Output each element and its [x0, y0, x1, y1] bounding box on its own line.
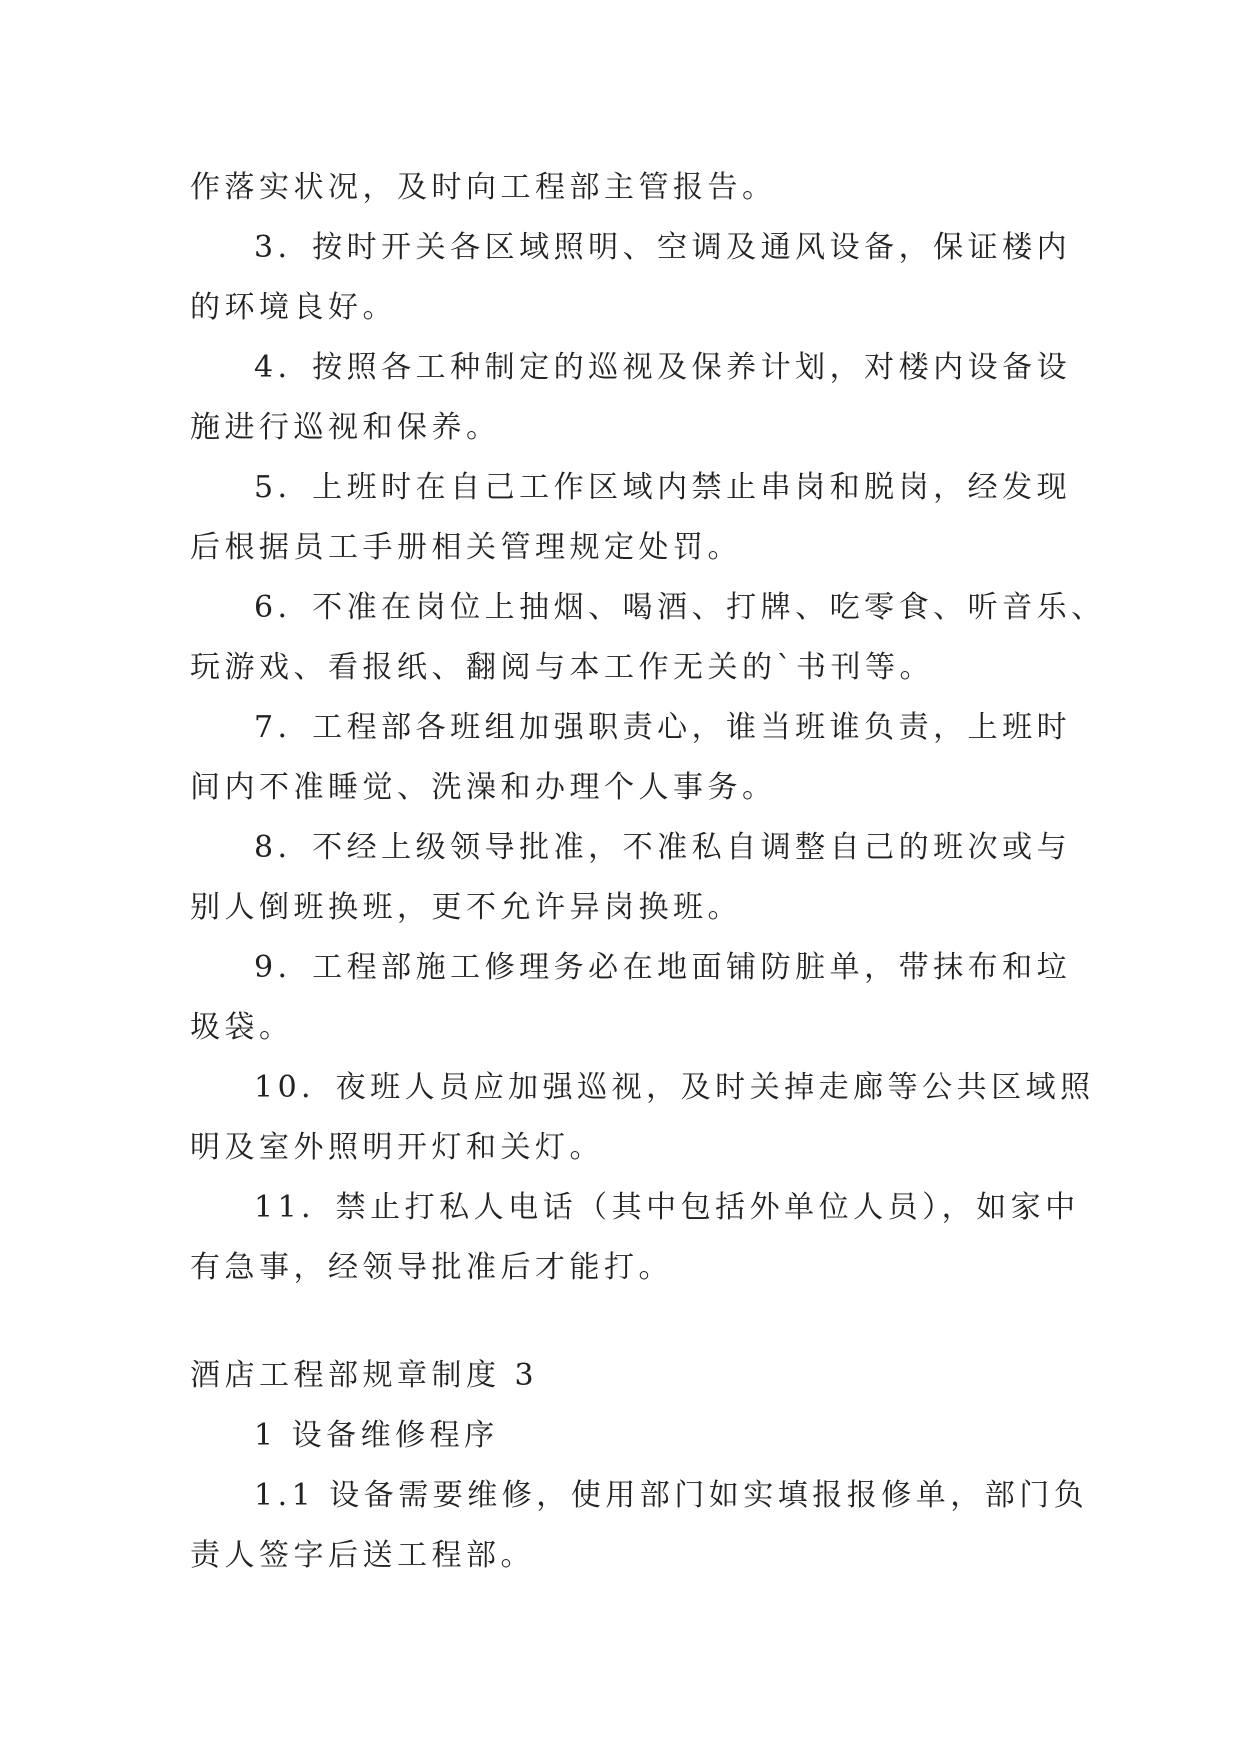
- list-item-10: 10．夜班人员应加强巡视，及时关掉走廊等公共区域照: [254, 1070, 1095, 1105]
- text-line: 别人倒班换班，更不允许异岗换班。: [190, 890, 742, 925]
- list-item-7: 7．工程部各班组加强职责心，谁当班谁负责，上班时: [254, 710, 1072, 745]
- text-line: 明及室外照明开灯和关灯。: [190, 1130, 604, 1165]
- text-line: 玩游戏、看报纸、翻阅与本工作无关的`书刊等。: [190, 650, 934, 685]
- list-item-6: 6．不准在岗位上抽烟、喝酒、打牌、吃零食、听音乐、: [254, 590, 1106, 625]
- subsection-title: 1 设备维修程序: [254, 1418, 499, 1453]
- text-line: 责人签字后送工程部。: [190, 1538, 535, 1573]
- list-item-8: 8．不经上级领导批准，不准私自调整自己的班次或与: [254, 830, 1072, 865]
- section-heading: 酒店工程部规章制度 3: [190, 1358, 539, 1393]
- list-item-4: 4．按照各工种制定的巡视及保养计划，对楼内设备设: [254, 350, 1072, 385]
- list-item-3: 3．按时开关各区域照明、空调及通风设备，保证楼内: [254, 230, 1072, 265]
- text-line: 有急事，经领导批准后才能打。: [190, 1250, 673, 1285]
- list-item-1-1: 1.1 设备需要维修，使用部门如实填报报修单，部门负: [254, 1478, 1089, 1513]
- text-line: 的环境良好。: [190, 290, 397, 325]
- list-item-11: 11．禁止打私人电话（其中包括外单位人员），如家中: [254, 1190, 1080, 1225]
- document-body: [190, 158, 1106, 1586]
- text-line: 施进行巡视和保养。: [190, 410, 501, 445]
- text-line: 后根据员工手册相关管理规定处罚。: [190, 530, 742, 565]
- text-line: 作落实状况，及时向工程部主管报告。: [190, 170, 777, 205]
- text-line: 圾袋。: [190, 1010, 294, 1045]
- list-item-9: 9．工程部施工修理务必在地面铺防脏单，带抹布和垃: [254, 950, 1072, 985]
- section-spacer: [190, 1298, 1070, 1346]
- text-line: 间内不准睡觉、洗澡和办理个人事务。: [190, 770, 777, 805]
- list-item-5: 5．上班时在自己工作区域内禁止串岗和脱岗，经发现: [254, 470, 1072, 505]
